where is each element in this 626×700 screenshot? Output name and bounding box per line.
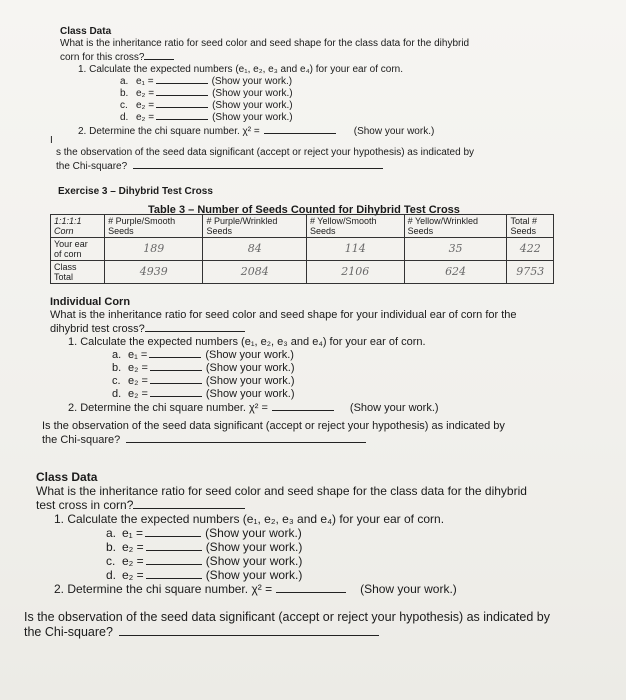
expected-value-row <box>50 388 517 401</box>
subitem-label: c. <box>120 100 128 111</box>
expected-value-row <box>50 375 517 388</box>
seed-count-table <box>50 214 554 284</box>
expected-variable: e₂ = <box>122 540 144 554</box>
expected-variable: e₂ = <box>128 388 148 400</box>
table-cell[interactable]: 189 <box>105 238 203 261</box>
expected-value-row <box>60 88 469 100</box>
chi-square-line[interactable] <box>276 583 346 593</box>
table-row <box>51 238 554 261</box>
expected-variable: e₁ = <box>128 349 148 361</box>
show-work-note: (Show your work.) <box>205 388 295 400</box>
table-title: Table 3 – Number of Seeds Counted for Dihybrid Test Cross <box>148 204 460 216</box>
show-work-note: (Show your work.) <box>205 526 302 540</box>
subitem-label: c. <box>106 554 116 568</box>
expected-variable: e₂ = <box>122 568 144 582</box>
answer-line[interactable] <box>156 95 208 96</box>
expected-value-row <box>36 526 527 540</box>
answer-line[interactable] <box>149 357 201 358</box>
expected-value-row <box>36 554 527 568</box>
table-header-cell: Total # Seeds <box>507 215 554 238</box>
expected-value-row <box>60 100 469 112</box>
section3-observation: Is the observation of the seed data significant (accept or reject your hypothesis) as indicated by the Chi-square? <box>24 610 550 639</box>
show-work-note: (Show your work.) <box>205 349 294 361</box>
section2-subitems <box>50 349 517 401</box>
section2-observation: Is the observation of the seed data significant (accept or reject your hypothesis) as indicated by the Chi-square? <box>42 420 505 446</box>
table-cell[interactable]: 35 <box>404 238 507 261</box>
row-label-cell: Your ear of corn <box>51 238 105 261</box>
answer-line[interactable] <box>133 159 383 169</box>
table-header-cell: # Purple/Wrinkled Seeds <box>203 215 306 238</box>
answer-line[interactable] <box>156 83 208 84</box>
answer-line[interactable] <box>146 578 202 579</box>
answer-line[interactable] <box>150 383 202 384</box>
section1: Class Data What is the inheritance ratio for seed color and seed shape for the class data for the dihybrid corn for this cross? 1. Calculate the expected numbers (e₁, e₂, e₃ and e₄) for your ear of corn. a. e₁ = (Show your work.) b. e₂ = (Show your work.) c. e₂ = (Show your work.) d. e₂ = (Show your work.) 2. Determine the chi square number. χ² = (Show your work.) <box>60 26 470 137</box>
chi-square-line[interactable] <box>264 124 336 134</box>
answer-line[interactable] <box>144 50 174 60</box>
show-work-note: (Show your work.) <box>205 375 295 387</box>
section3-heading: Class Data <box>36 470 98 484</box>
row-label-cell: Class Total <box>51 261 105 284</box>
answer-line[interactable] <box>156 107 208 108</box>
answer-line[interactable] <box>146 550 202 551</box>
expected-variable: e₂ = <box>136 112 155 123</box>
subitem-label: b. <box>120 88 129 99</box>
show-work-note: (Show your work.) <box>212 88 293 99</box>
section2: Individual Corn What is the inheritance ratio for seed color and seed shape for your individual ear of corn for the dihybrid test cross? 1. Calculate the expected numbers (e₁, e₂, e₃ and e₄) for your ear of corn. a. e₁ = (Show your work.) b. e₂ = (Show your work.) c. e₂ = (Show your work.) d. e₂ = (Show your work.) 2. Determine the chi square number. χ² = (Show your work.) <box>50 296 517 414</box>
subitem-label: d. <box>120 112 129 123</box>
table-header-row <box>51 215 554 238</box>
show-work-note: (Show your work.) <box>205 362 295 374</box>
table-cell[interactable]: 84 <box>203 238 306 261</box>
section1-item2: 2. Determine the chi square number. χ² = (Show your work.) <box>78 126 435 137</box>
table-cell[interactable]: 2106 <box>306 261 404 284</box>
table-header-cell: 1:1:1:1 Corn <box>51 215 105 238</box>
expected-variable: e₂ = <box>136 100 155 111</box>
expected-variable: e₁ = <box>136 76 154 87</box>
answer-line[interactable] <box>145 322 245 332</box>
table-header-cell: # Yellow/Wrinkled Seeds <box>404 215 507 238</box>
subitem-label: d. <box>112 388 122 400</box>
table-cell[interactable]: 2084 <box>203 261 306 284</box>
subitem-label: a. <box>106 526 117 540</box>
show-work-note: (Show your work.) <box>211 76 293 87</box>
section2-item1: 1. Calculate the expected numbers (e₁, e₂, e₃ and e₄) for your ear of corn. <box>68 336 426 348</box>
table-cell[interactable]: 4939 <box>105 261 203 284</box>
section3-item1: 1. Calculate the expected numbers (e₁, e₂, e₃ and e₄) for your ear of corn. <box>54 512 445 526</box>
section3: Class Data What is the inheritance ratio for seed color and seed shape for the class data for the dihybrid test cross in corn? 1. Calculate the expected numbers (e₁, e₂, e₃ and e₄) for your ear of corn. a. e₁ = (Show your work.) b. e₂ = (Show your work.) c. e₂ = (Show your work.) d. e₂ = (Show your work.) 2. Determine the chi square number. χ² = (Show your work.) <box>36 470 527 596</box>
answer-line[interactable] <box>156 119 208 120</box>
subitem-label: a. <box>112 349 122 361</box>
section2-item2: 2. Determine the chi square number. χ² = (Show your work.) <box>68 402 439 414</box>
subitem-label: b. <box>112 362 122 374</box>
table-row <box>51 261 554 284</box>
expected-value-row <box>50 362 517 375</box>
table-header-cell: # Yellow/Smooth Seeds <box>306 215 404 238</box>
show-work-note: (Show your work.) <box>212 112 293 123</box>
answer-line[interactable] <box>145 536 201 537</box>
answer-line[interactable] <box>119 626 379 636</box>
table-cell[interactable]: 624 <box>404 261 507 284</box>
section1-question: What is the inheritance ratio for seed color and seed shape for the class data for the dihybrid <box>60 38 470 49</box>
expected-value-row <box>60 76 469 88</box>
expected-value-row <box>36 540 527 554</box>
answer-line[interactable] <box>150 370 202 371</box>
answer-line[interactable] <box>133 499 245 509</box>
answer-line[interactable] <box>150 396 202 397</box>
section1-subitems <box>60 76 469 124</box>
show-work-note: (Show your work.) <box>205 568 303 582</box>
section3-subitems <box>36 526 527 582</box>
section1-heading: Class Data <box>60 26 112 37</box>
subitem-label: d. <box>106 568 117 582</box>
section1-item1: 1. Calculate the expected numbers (e₁, e₂, e₃ and e₄) for your ear of corn. <box>78 64 404 75</box>
table-cell[interactable]: 422 <box>507 238 554 261</box>
subitem-label: c. <box>112 375 121 387</box>
subitem-label: a. <box>120 76 129 87</box>
subitem-label: b. <box>106 540 117 554</box>
answer-line[interactable] <box>146 564 202 565</box>
expected-variable: e₂ = <box>128 362 148 374</box>
section2-heading: Individual Corn <box>50 296 131 308</box>
section3-item2: 2. Determine the chi square number. χ² = (Show your work.) <box>54 582 457 596</box>
section1-observation: s the observation of the seed data significant (accept or reject your hypothesis) as indicated by the Chi-square? <box>56 147 475 172</box>
table-cell[interactable]: 9753 <box>507 261 554 284</box>
exercise-title: Exercise 3 – Dihybrid Test Cross <box>58 186 213 197</box>
expected-variable: e₂ = <box>136 88 155 99</box>
show-work-note: (Show your work.) <box>212 100 293 111</box>
chi-square-line[interactable] <box>272 401 334 411</box>
answer-line[interactable] <box>126 433 366 443</box>
expected-value-row <box>36 568 527 582</box>
expected-value-row <box>60 112 469 124</box>
expected-value-row <box>50 349 517 362</box>
expected-variable: e₂ = <box>128 375 148 387</box>
expected-variable: e₁ = <box>122 526 144 540</box>
table-cell[interactable]: 114 <box>306 238 404 261</box>
margin-mark: I <box>50 135 53 146</box>
show-work-note: (Show your work.) <box>205 540 303 554</box>
show-work-note: (Show your work.) <box>205 554 303 568</box>
table-header-cell: # Purple/Smooth Seeds <box>105 215 203 238</box>
expected-variable: e₂ = <box>122 554 144 568</box>
